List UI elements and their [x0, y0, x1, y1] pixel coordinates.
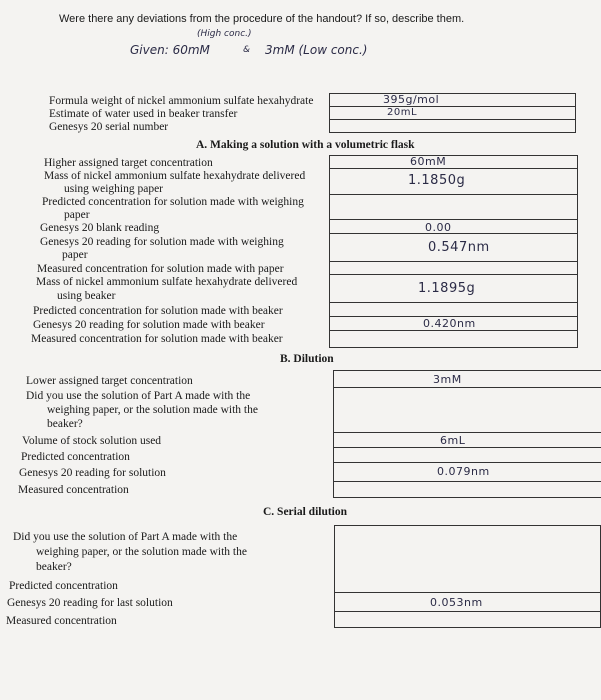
section-c-answer-box — [334, 525, 601, 628]
divider — [333, 462, 601, 463]
label-reading-paper: Genesys 20 reading for solution made with weighing — [40, 236, 284, 248]
answer-stock-volume: 6mL — [440, 434, 466, 447]
label-predicted-serial: Predicted concentration — [9, 580, 118, 592]
answer-higher-target: 60mM — [410, 155, 447, 168]
label-predicted-beaker: Predicted concentration for solution made with beaker — [33, 305, 283, 317]
label-formula-weight: Formula weight of nickel ammonium sulfate hexahydrate — [49, 95, 314, 107]
divider — [334, 611, 601, 612]
divider — [329, 119, 576, 120]
divider — [329, 233, 578, 234]
label-mass-beaker-cont: using beaker — [57, 290, 116, 302]
answer-reading-paper: 0.547nm — [428, 240, 490, 255]
label-dilution-question: Did you use the solution of Part A made with the — [26, 390, 251, 402]
label-mass-paper: Mass of nickel ammonium sulfate hexahydrate delivered — [44, 170, 306, 182]
label-measured-dilution: Measured concentration — [18, 484, 129, 496]
label-predicted-paper: Predicted concentration for solution made with weighing — [42, 196, 304, 208]
divider — [329, 219, 578, 220]
answer-reading-dilution: 0.079nm — [437, 465, 490, 478]
border — [333, 370, 334, 498]
handwritten-given: Given: 60mM — [130, 43, 210, 57]
answer-reading-serial: 0.053nm — [430, 596, 483, 609]
label-dilution-question-end: beaker? — [47, 418, 83, 430]
label-serial-question: Did you use the solution of Part A made with the — [13, 531, 238, 543]
section-c-title: C. Serial dilution — [263, 506, 348, 518]
label-measured-beaker: Measured concentration for solution made with beaker — [31, 333, 283, 345]
label-measured-paper: Measured concentration for solution made with paper — [37, 263, 284, 275]
label-measured-serial: Measured concentration — [6, 615, 117, 627]
answer-formula-weight: 395g/mol — [383, 93, 440, 106]
answer-blank-reading: 0.00 — [425, 221, 452, 234]
label-serial-question-end: beaker? — [36, 561, 72, 573]
label-reading-dilution: Genesys 20 reading for solution — [19, 467, 166, 479]
top-answer-box — [329, 93, 576, 133]
label-predicted-paper-cont: paper — [64, 209, 90, 221]
label-mass-beaker: Mass of nickel ammonium sulfate hexahydrate delivered — [36, 276, 298, 288]
answer-mass-paper: 1.1850g — [408, 173, 466, 188]
handwritten-and: & — [243, 45, 251, 55]
divider — [329, 261, 578, 262]
divider — [333, 387, 601, 388]
deviation-question: Were there any deviations from the procedure of the handout? If so, describe them. — [59, 13, 465, 25]
divider — [329, 274, 578, 275]
label-serial-question-cont: weighing paper, or the solution made with the — [36, 546, 247, 558]
answer-water-estimate: 20mL — [387, 107, 418, 118]
handwritten-low: 3mM (Low conc.) — [265, 43, 368, 57]
label-water-estimate: Estimate of water used in beaker transfer — [49, 108, 238, 120]
label-predicted-dilution: Predicted concentration — [21, 451, 130, 463]
divider — [329, 330, 578, 331]
label-dilution-question-cont: weighing paper, or the solution made with the — [47, 404, 258, 416]
divider — [333, 447, 601, 448]
label-mass-paper-cont: using weighing paper — [64, 183, 164, 195]
label-blank-reading: Genesys 20 blank reading — [40, 222, 160, 234]
label-serial-number: Genesys 20 serial number — [49, 121, 169, 133]
divider — [329, 168, 578, 169]
handwritten-high-note: (High conc.) — [197, 29, 252, 39]
answer-reading-beaker: 0.420nm — [423, 317, 476, 330]
answer-lower-target: 3mM — [433, 373, 462, 386]
label-reading-serial: Genesys 20 reading for last solution — [7, 597, 173, 609]
section-a-title: A. Making a solution with a volumetric flask — [196, 139, 415, 151]
divider — [329, 302, 578, 303]
divider — [333, 370, 601, 371]
divider — [329, 194, 578, 195]
label-higher-target: Higher assigned target concentration — [44, 157, 213, 169]
divider — [333, 497, 601, 498]
divider — [329, 106, 576, 107]
label-reading-beaker: Genesys 20 reading for solution made with beaker — [33, 319, 265, 331]
section-b-title: B. Dilution — [280, 353, 334, 365]
label-reading-paper-cont: paper — [62, 249, 88, 261]
label-lower-target: Lower assigned target concentration — [26, 375, 193, 387]
label-stock-volume: Volume of stock solution used — [22, 435, 162, 447]
divider — [333, 432, 601, 433]
divider — [333, 481, 601, 482]
divider — [334, 592, 601, 593]
answer-mass-beaker: 1.1895g — [418, 281, 476, 296]
